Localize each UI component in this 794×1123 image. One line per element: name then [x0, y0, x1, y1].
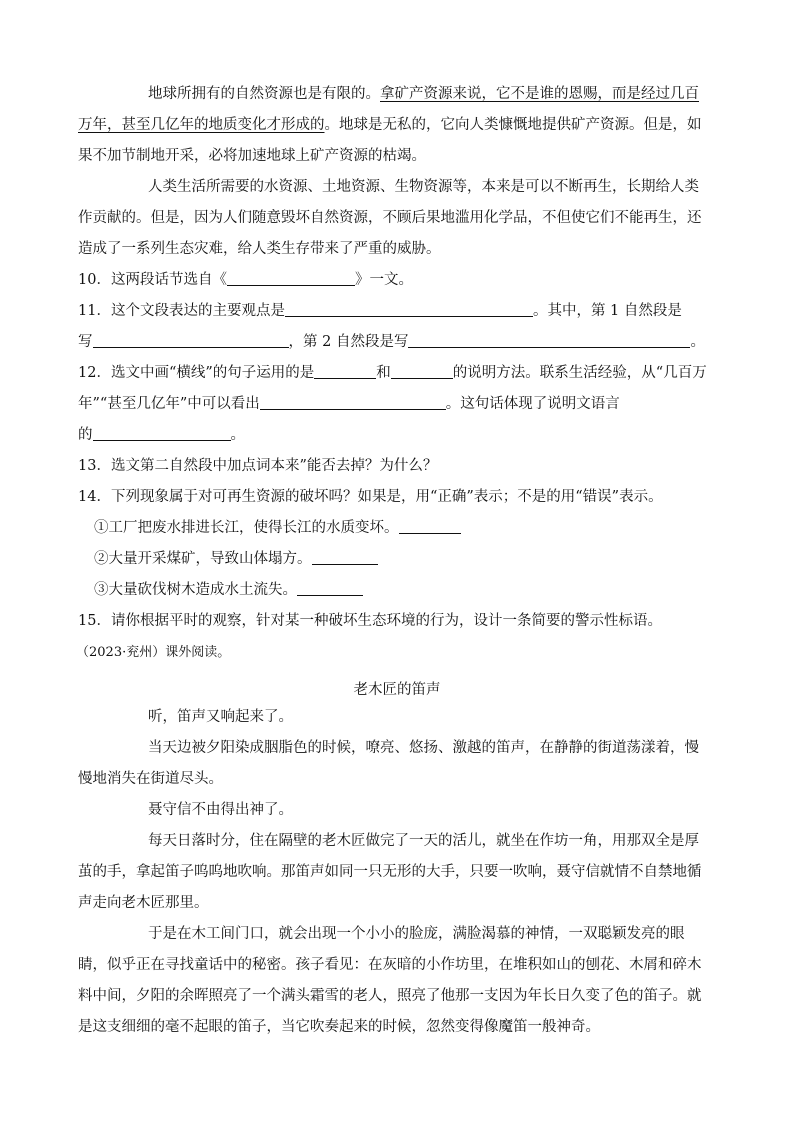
answer-blank[interactable]	[227, 271, 355, 286]
question-12	[78, 363, 718, 383]
passage-line	[78, 115, 718, 135]
reading-line: 于是在木工间门口，就会出现一个小小的脸庞，满脸渴慕的神情，一双聪颖发亮的眼	[148, 926, 685, 942]
reading-line: 聂守信不由得出神了。	[148, 802, 293, 818]
question-12-cont	[78, 394, 718, 414]
passage-line	[148, 84, 788, 104]
reading-line: 睛，似乎正在寻找童话中的秘密。孩子看见：在灰暗的小作坊里，在堆积如山的刨花、木屑和碎木	[78, 957, 702, 973]
reading-source: （2023·兖州）课外阅读。	[76, 645, 231, 660]
answer-blank[interactable]	[93, 426, 231, 441]
text: 的	[78, 427, 93, 443]
text: 地球所拥有的自然资源也是有限的。	[148, 86, 380, 102]
text: 。	[230, 427, 245, 443]
reading-line: 慢地消失在街道尽头。	[78, 771, 223, 787]
underlined-sentence: 拿矿产资源来说，它不是谁的恩赐，而是经过几百	[380, 86, 699, 102]
reading-line: 声走向老木匠那里。	[78, 895, 209, 911]
answer-blank[interactable]	[297, 581, 363, 596]
question-10	[78, 270, 718, 290]
text: 。地球是无私的，它向人类慷慨地提供矿产资源。但是，如	[324, 117, 702, 133]
text: 和	[376, 365, 391, 381]
answer-blank[interactable]	[93, 333, 289, 348]
text: 写	[78, 334, 93, 350]
text: 10．这两段话节选自《	[78, 272, 227, 288]
passage-line: 人类生活所需要的水资源、土地资源、生物资源等，本来是可以不断再生，长期给人类	[148, 179, 699, 195]
passage-line: 作贡献的。但是，因为人们随意毁坏自然资源，不顾后果地滥用化学品，不但使它们不能再生，还	[78, 210, 702, 226]
text: 》一文。	[354, 272, 413, 288]
reading-title: 老木匠的笛声	[353, 682, 441, 698]
question-11	[78, 301, 718, 321]
question-12-cont	[78, 425, 718, 445]
underlined-sentence: 万年，甚至几亿年的地质变化才形成的	[78, 117, 325, 133]
text: ③大量砍伐树木造成水土流失。	[94, 582, 297, 598]
answer-blank[interactable]	[391, 364, 453, 379]
text: 。	[690, 334, 705, 350]
reading-line: 是这支细细的毫不起眼的笛子，当它吹奏起来的时候，忽然变得像魔笛一般神奇。	[78, 1019, 600, 1035]
question-14-item-1	[94, 518, 734, 538]
answer-blank[interactable]	[408, 333, 690, 348]
text: 11．这个文段表达的主要观点是	[78, 303, 285, 319]
passage-line: 果不加节制地开采，必将加速地球上矿产资源的枯竭。	[78, 148, 426, 164]
text: 。其中，第 1 自然段是	[532, 303, 682, 319]
answer-blank[interactable]	[314, 364, 376, 379]
reading-line: 听，笛声又响起来了。	[148, 709, 293, 725]
question-14: 14．下列现象属于对可再生资源的破坏吗？如果是，用“正确”表示；不是的用“错误”表示。	[78, 489, 663, 505]
text: 年”“甚至几亿年”中可以看出	[78, 396, 260, 412]
reading-line: 茧的手，拿起笛子呜呜地吹响。那笛声如同一只无形的大手，只要一吹响，聂守信就情不自禁地循	[78, 864, 702, 880]
text: 12．选文中画“横线”的句子运用的是	[78, 365, 315, 381]
reading-line: 当天边被夕阳染成胭脂色的时候，嘹亮、悠扬、激越的笛声，在静静的街道荡漾着，慢	[148, 740, 699, 756]
text: ，第 2 自然段是写	[288, 334, 409, 350]
text: ②大量开采煤矿，导致山体塌方。	[94, 551, 312, 567]
answer-blank[interactable]	[260, 395, 446, 410]
question-14-item-2	[94, 549, 734, 569]
answer-blank[interactable]	[285, 302, 533, 317]
answer-blank[interactable]	[399, 519, 461, 534]
text: 的说明方法。联系生活经验，从“几百万	[452, 365, 707, 381]
question-13: 13．选文第二自然段中加点词本来”能否去掉？为什么？	[78, 458, 438, 474]
answer-blank[interactable]	[312, 550, 378, 565]
text: 。这句话体现了说明文语言	[445, 396, 620, 412]
question-14-item-3	[94, 580, 734, 600]
question-15: 15．请你根据平时的观察，针对某一种破坏生态环境的行为，设计一条简要的警示性标语。	[78, 613, 662, 629]
text: ①工厂把废水排进长江，使得长江的水质变坏。	[94, 520, 399, 536]
reading-line: 每天日落时分，住在隔壁的老木匠做完了一天的活儿，就坐在作坊一角，用那双全是厚	[148, 833, 699, 849]
passage-line: 造成了一系列生态灾难，给人类生存带来了严重的威胁。	[78, 241, 441, 257]
question-11-cont	[78, 332, 718, 352]
reading-line: 料中间，夕阳的余晖照亮了一个满头霜雪的老人，照亮了他那一支因为年长日久变了色的笛子。就	[78, 988, 702, 1004]
